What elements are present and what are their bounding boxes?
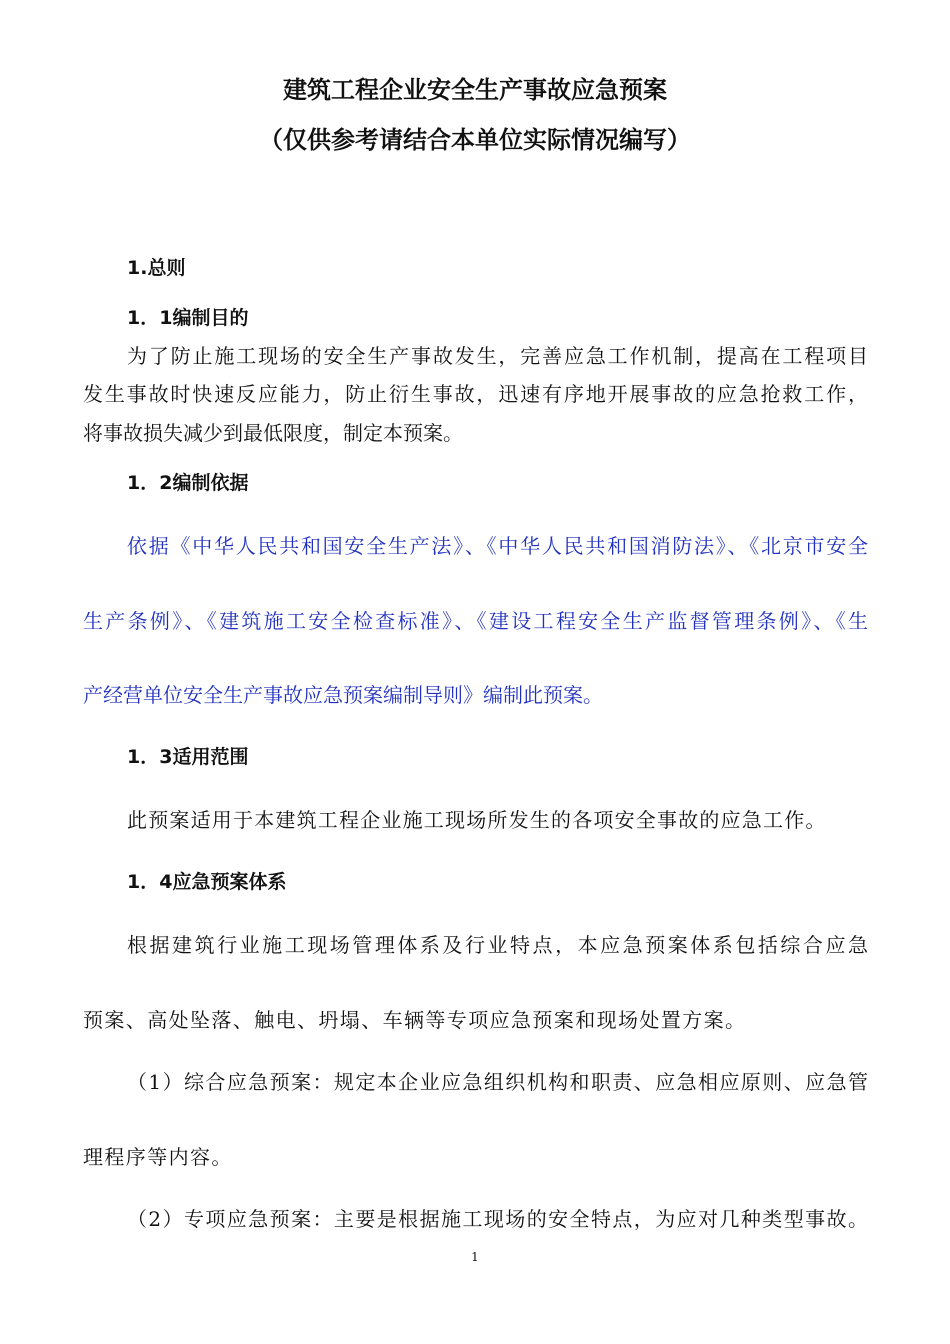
paragraph-line: 生产条例》、《建筑施工安全检查标准》、《建设工程安全生产监督管理条例》、《生 bbox=[83, 609, 868, 633]
paragraph-line: 预案、高处坠落、触电、坍塌、车辆等专项应急预案和现场处置方案。 bbox=[83, 1008, 747, 1032]
paragraph-line: 根据建筑行业施工现场管理体系及行业特点，本应急预案体系包括综合应急 bbox=[127, 933, 868, 957]
paragraph-line: 为了防止施工现场的安全生产事故发生，完善应急工作机制，提高在工程项目 bbox=[127, 344, 868, 368]
paragraph-line: （1）综合应急预案：规定本企业应急组织机构和职责、应急相应原则、应急管 bbox=[127, 1070, 868, 1094]
section-heading: 1.总则 bbox=[127, 257, 186, 279]
paragraph-line: 产经营单位安全生产事故应急预案编制导则》编制此预案。 bbox=[83, 683, 603, 707]
paragraph-line: 理程序等内容。 bbox=[83, 1145, 233, 1169]
document-subtitle: （仅供参考请结合本单位实际情况编写） bbox=[259, 126, 691, 154]
page-number: 1 bbox=[471, 1250, 479, 1264]
section-heading: 1．2编制依据 bbox=[127, 472, 249, 494]
paragraph-line: 此预案适用于本建筑工程企业施工现场所发生的各项安全事故的应急工作。 bbox=[127, 808, 827, 832]
paragraph-line: （2）专项应急预案：主要是根据施工现场的安全特点，为应对几种类型事故。 bbox=[127, 1207, 868, 1231]
section-heading: 1．4应急预案体系 bbox=[127, 871, 287, 893]
section-heading: 1．3适用范围 bbox=[127, 746, 249, 768]
paragraph-line: 将事故损失减少到最低限度，制定本预案。 bbox=[83, 421, 463, 445]
paragraph-line: 发生事故时快速反应能力，防止衍生事故，迅速有序地开展事故的应急抢救工作， bbox=[83, 382, 868, 406]
paragraph-line: 依据《中华人民共和国安全生产法》、《中华人民共和国消防法》、《北京市安全 bbox=[127, 534, 868, 558]
section-heading: 1．1编制目的 bbox=[127, 307, 249, 329]
document-title: 建筑工程企业安全生产事故应急预案 bbox=[283, 76, 667, 104]
